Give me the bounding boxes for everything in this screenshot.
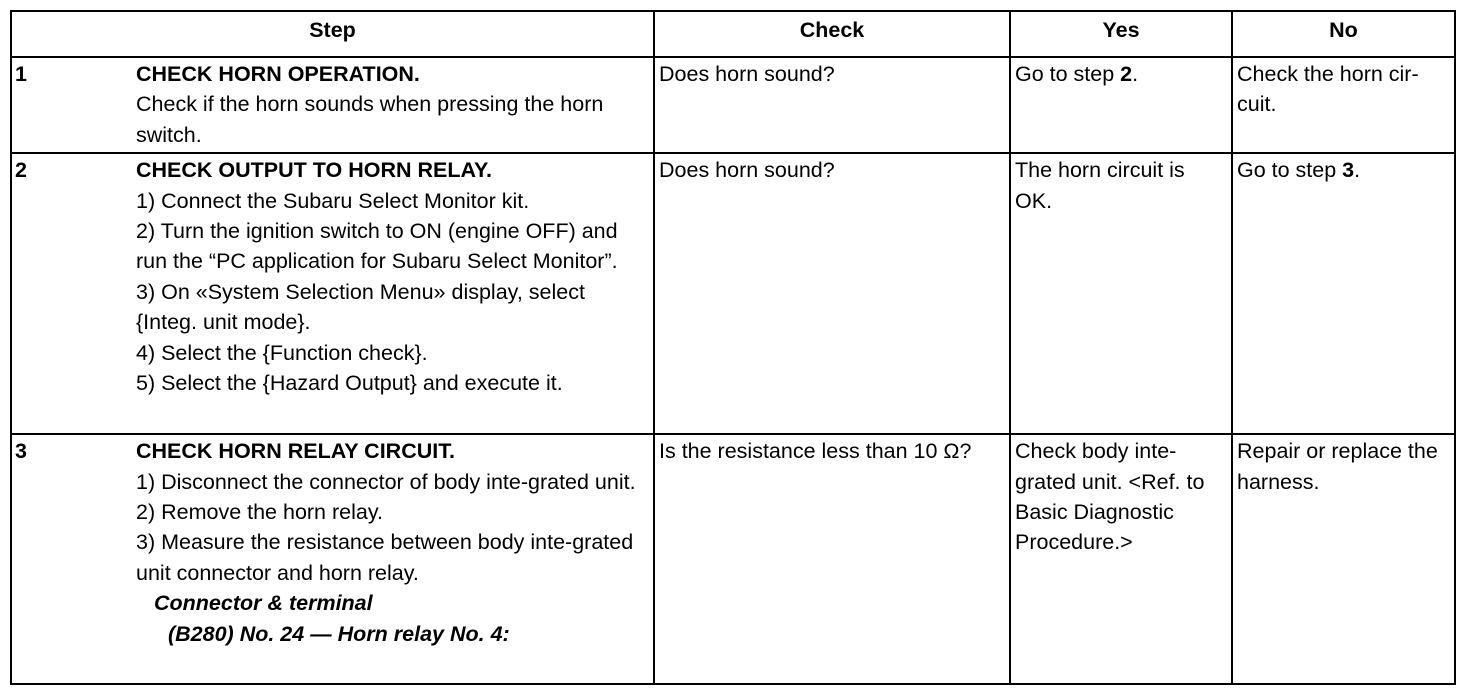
check-cell: Does horn sound? — [654, 153, 1010, 434]
substep: 1) Disconnect the connector of body inte-grated unit. — [136, 469, 636, 494]
step-number: 2 — [11, 153, 130, 434]
step-cell — [130, 434, 654, 684]
step-title: CHECK HORN RELAY CIRCUIT. — [136, 439, 455, 464]
substep: 4) Select the {Function check}. — [136, 340, 428, 365]
connector-label: Connector & terminal — [154, 591, 373, 616]
check-cell: Does horn sound? — [654, 57, 1010, 153]
table-row — [11, 153, 1455, 434]
substep: 1) Connect the Subaru Select Monitor kit. — [136, 188, 530, 213]
diagnostic-table — [10, 10, 1456, 685]
table-row — [11, 57, 1455, 153]
yes-cell — [1010, 57, 1232, 153]
step-title: CHECK OUTPUT TO HORN RELAY. — [136, 158, 492, 183]
check-cell: Is the resistance less than 10 Ω? — [654, 434, 1010, 684]
step-cell — [130, 153, 654, 434]
substep: 3) On «System Selection Menu» display, select {Integ. unit mode}. — [136, 279, 585, 335]
no-cell — [1232, 153, 1455, 434]
yes-text: Go to step — [1015, 62, 1121, 86]
no-text: Go to step — [1237, 158, 1343, 183]
step-ref: 3 — [1342, 158, 1355, 183]
header-yes: Yes — [1010, 11, 1232, 57]
substep: 5) Select the {Hazard Output} and execute it. — [136, 371, 563, 396]
substep: 3) Measure the resistance between body inte-grated unit connector and horn relay. — [136, 530, 634, 585]
no-cell: Repair or replace the harness. — [1232, 434, 1455, 684]
step-ref: 2 — [1120, 62, 1133, 86]
header-check: Check — [654, 11, 1010, 57]
step-title: CHECK HORN OPERATION. — [136, 62, 420, 86]
header-row — [11, 11, 1455, 57]
table-row — [11, 434, 1455, 684]
yes-cell: The horn circuit is OK. — [1010, 153, 1232, 434]
header-no: No — [1232, 11, 1455, 57]
step-description: Check if the horn sounds when pressing the horn switch. — [136, 92, 604, 147]
substep: 2) Remove the horn relay. — [136, 500, 383, 525]
yes-suffix: . — [1132, 62, 1139, 86]
step-cell — [130, 57, 654, 153]
step-number: 1 — [11, 57, 130, 153]
connector-value: (B280) No. 24 — Horn relay No. 4: — [168, 621, 510, 646]
no-suffix: . — [1354, 158, 1361, 183]
step-number: 3 — [11, 434, 130, 684]
no-cell: Check the horn cir-cuit. — [1232, 57, 1455, 153]
header-step: Step — [11, 11, 654, 57]
yes-cell: Check body inte-grated unit. <Ref. to Basic Diagnostic Procedure.> — [1010, 434, 1232, 684]
substep: 2) Turn the ignition switch to ON (engine OFF) and run the “PC application for Subaru Select Monitor”. — [136, 219, 618, 274]
